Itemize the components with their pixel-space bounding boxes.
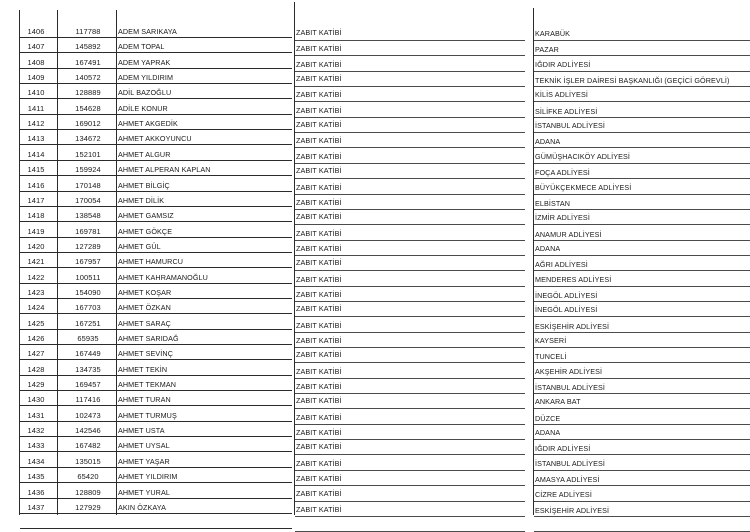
row-number: 1412 [27,119,45,129]
job-title: ZABIT KATİBİ [296,488,342,498]
workplace: ADANA [535,243,561,253]
job-title: ZABIT KATİBİ [296,212,342,222]
person-name: AHMET KAHRAMANOĞLU [118,272,208,282]
table-row [0,162,750,177]
table-row [0,454,750,469]
job-title: ZABIT KATİBİ [296,197,342,207]
registry-id: 145892 [75,42,101,52]
table-row [0,300,750,315]
workplace: AMASYA ADLİYESİ [535,475,600,485]
job-title: ZABIT KATİBİ [296,289,342,299]
workplace: İNEGÖL ADLİYESİ [535,290,598,300]
workplace: ADANA [535,428,561,438]
job-title: ZABIT KATİBİ [296,336,342,345]
table-row [0,101,750,116]
row-rule [20,528,118,529]
job-title: ZABIT KATİBİ [296,136,342,146]
person-name: AHMET SARAÇ [118,318,171,328]
person-name: ADEM YAPRAK [118,57,171,67]
job-title: ZABIT KATİBİ [296,151,342,161]
person-name: ADEM SARIKAYA [118,27,177,36]
registry-id: 154090 [75,287,101,297]
registry-id: 140572 [75,73,101,83]
row-number: 1422 [27,272,45,282]
job-title: ZABIT KATİBİ [296,504,342,514]
table-row [0,500,750,515]
workplace: TEKNİK İŞLER DAİRESİ BAŞKANLIĞI (GEÇİCİ GÖREVLİ) [535,76,730,86]
job-title: ZABIT KATİBİ [296,90,342,100]
workplace: BÜYÜKÇEKMECE ADLİYESİ [535,182,632,192]
table-row [0,193,750,208]
row-number: 1426 [27,334,45,343]
table-row [0,116,750,131]
registry-id: 117416 [75,395,101,405]
table-row [0,55,750,70]
workplace: SİLİFKE ADLİYESİ [535,106,598,116]
row-number: 1411 [27,103,45,113]
person-name: AHMET YILDIRIM [118,472,178,482]
job-title: ZABIT KATİBİ [296,28,342,37]
table-row [0,239,750,254]
row-number: 1420 [27,241,45,251]
job-title: ZABIT KATİBİ [296,458,342,468]
registry-id: 170054 [75,195,101,205]
workplace: KAYSERİ [535,336,567,345]
job-title: ZABIT KATİBİ [296,382,342,392]
workplace: CİZRE ADLİYESİ [535,489,592,499]
job-title: ZABIT KATİBİ [296,228,342,238]
table-row [0,438,750,453]
person-name: AHMET TURMUŞ [118,410,177,420]
person-name: ADİLE KONUR [118,103,168,113]
job-title: ZABIT KATİBİ [296,428,342,438]
person-name: AHMET TEKMAN [118,380,177,390]
row-number: 1416 [27,180,45,190]
registry-id: 167251 [75,318,101,328]
person-name: AHMET AKKOYUNCU [118,134,192,144]
table-row [0,362,750,377]
workplace: İSTANBUL ADLİYESİ [535,121,606,131]
job-title: ZABIT KATİBİ [296,243,342,253]
person-name: AHMET UYSAL [118,441,170,451]
workplace: IĞDIR ADLİYESİ [535,444,591,454]
job-title: ZABIT KATİBİ [296,304,342,314]
row-number: 1428 [27,364,45,374]
registry-id: 169457 [75,380,101,390]
job-title: ZABIT KATİBİ [296,120,342,130]
job-title: ZABIT KATİBİ [296,74,342,84]
row-number: 1408 [27,57,45,67]
table-row [0,70,750,85]
table-row [0,469,750,484]
registry-id: 167703 [75,303,101,313]
registry-id: 167491 [75,57,101,67]
person-name: AHMET GAMSIZ [118,211,174,221]
registry-id: 167957 [75,257,101,267]
job-title: ZABIT KATİBİ [296,182,342,192]
person-name: AHMET AKGEDİK [118,119,178,129]
registry-id: 170148 [75,180,101,190]
registry-id: 138548 [75,211,101,221]
workplace: ADANA [535,137,561,147]
row-number: 1429 [27,380,45,390]
row-number: 1423 [27,287,45,297]
row-number: 1421 [27,257,45,267]
person-name: AKIN ÖZKAYA [118,502,166,512]
workplace: ESKİŞEHİR ADLİYESİ [535,321,610,331]
row-number: 1418 [27,211,45,221]
registry-id: 128889 [75,88,101,98]
row-number: 1415 [27,165,45,175]
person-name: AHMET ALGUR [118,149,171,159]
workplace: AĞRI ADLİYESİ [535,260,588,270]
table-row [0,178,750,193]
registry-id: 159924 [75,165,101,175]
job-title: ZABIT KATİBİ [296,474,342,484]
table-row [0,224,750,239]
row-number: 1435 [27,472,45,482]
person-name: AHMET SEVİNÇ [118,349,173,359]
workplace: PAZAR [535,45,559,55]
table-row [0,377,750,392]
job-title: ZABIT KATİBİ [296,258,342,268]
row-number: 1432 [27,426,45,436]
workplace: KARABÜK [535,29,571,38]
registry-id: 65935 [77,334,99,343]
registry-id: 167449 [75,349,101,359]
registry-id: 167482 [75,441,101,451]
person-name: ADEM YILDIRIM [118,73,174,83]
job-title: ZABIT KATİBİ [296,59,342,69]
row-number: 1410 [27,88,45,98]
job-title: ZABIT KATİBİ [296,442,342,452]
person-name: AHMET HAMURCU [118,257,184,267]
person-name: AHMET TURAN [118,395,171,405]
person-name: AHMET GÖKÇE [118,226,173,236]
registry-id: 134672 [75,134,101,144]
workplace: KİLİS ADLİYESİ [535,90,588,100]
row-number: 1434 [27,456,45,466]
workplace: İNEGÖL ADLİYESİ [535,305,598,315]
job-title: ZABIT KATİBİ [296,412,342,422]
table-row [0,316,750,331]
row-number: 1417 [27,195,45,205]
registry-id: 128809 [75,487,101,497]
workplace: ESKİŞEHİR ADLİYESİ [535,505,610,515]
workplace: ELBİSTAN [535,198,571,208]
row-number: 1427 [27,349,45,359]
registry-id: 127289 [75,241,101,251]
row-number: 1413 [27,134,45,144]
person-name: AHMET TEKİN [118,364,168,374]
person-name: AHMET GÜL [118,241,161,251]
workplace: İSTANBUL ADLİYESİ [535,458,606,468]
table-row [0,147,750,162]
workplace: DÜZCE [535,413,561,423]
workplace: ANAMUR ADLİYESİ [535,229,602,239]
person-name: AHMET YURAL [118,487,170,497]
person-name: AHMET USTA [118,426,165,436]
table-row [0,392,750,407]
table-row [0,485,750,500]
workplace: ANKARA BAT [535,397,581,407]
table-row [0,254,750,269]
person-name: ADEM TOPAL [118,42,165,52]
row-number: 1431 [27,410,45,420]
job-title: ZABIT KATİBİ [296,166,342,176]
row-number: 1433 [27,441,45,451]
person-name: AHMET ALPERAN KAPLAN [118,165,211,175]
row-number: 1414 [27,149,45,159]
person-name: AHMET DİLİK [118,195,165,205]
row-number: 1409 [27,73,45,83]
workplace: İZMİR ADLİYESİ [535,213,590,223]
registry-id: 102473 [75,410,101,420]
person-name: ADİL BAZOĞLU [118,88,172,98]
job-title: ZABIT KATİBİ [296,350,342,360]
job-title: ZABIT KATİBİ [296,320,342,330]
workplace: AKŞEHİR ADLİYESİ [535,366,603,376]
workplace: MENDERES ADLİYESİ [535,274,612,284]
row-number: 1407 [27,42,45,52]
table-row [0,423,750,438]
person-name: AHMET YAŞAR [118,456,170,466]
row-number: 1437 [27,502,45,512]
job-title: ZABIT KATİBİ [296,274,342,284]
registry-id: 117788 [75,27,101,36]
row-number: 1406 [27,27,45,36]
row-number: 1436 [27,487,45,497]
row-rule [116,528,292,529]
person-name: AHMET ÖZKAN [118,303,171,313]
table-row [0,285,750,300]
job-title: ZABIT KATİBİ [296,366,342,376]
registry-id: 169012 [75,119,101,129]
table-row [0,24,750,39]
row-number: 1419 [27,226,45,236]
registry-id: 127929 [75,502,101,512]
person-name: AHMET KOŞAR [118,287,172,297]
registry-id: 100511 [75,272,101,282]
row-number: 1430 [27,395,45,405]
registry-id: 169781 [75,226,101,236]
table-row [0,85,750,100]
table-row [0,408,750,423]
registry-id: 135015 [75,456,101,466]
workplace: IĞDIR ADLİYESİ [535,59,591,69]
row-number: 1425 [27,318,45,328]
table-row [0,131,750,146]
workplace: FOÇA ADLİYESİ [535,168,590,178]
person-name: AHMET BİLGİÇ [118,180,170,190]
job-title: ZABIT KATİBİ [296,105,342,115]
registry-id: 65420 [77,472,99,482]
registry-id: 134735 [75,364,101,374]
table-row [0,270,750,285]
workplace: TUNCELİ [535,352,567,362]
workplace: GÜMÜŞHACIKÖY ADLİYESİ [535,151,631,161]
table-row [0,346,750,361]
job-title: ZABIT KATİBİ [296,396,342,406]
table-row [0,208,750,223]
registry-id: 142546 [75,426,101,436]
person-name: AHMET SARIDAĞ [118,334,179,343]
workplace: İSTANBUL ADLİYESİ [535,383,606,393]
table-row [0,39,750,54]
row-number: 1424 [27,303,45,313]
registry-id: 154628 [75,103,101,113]
registry-id: 152101 [75,149,101,159]
job-title: ZABIT KATİBİ [296,44,342,54]
table-row [0,331,750,346]
